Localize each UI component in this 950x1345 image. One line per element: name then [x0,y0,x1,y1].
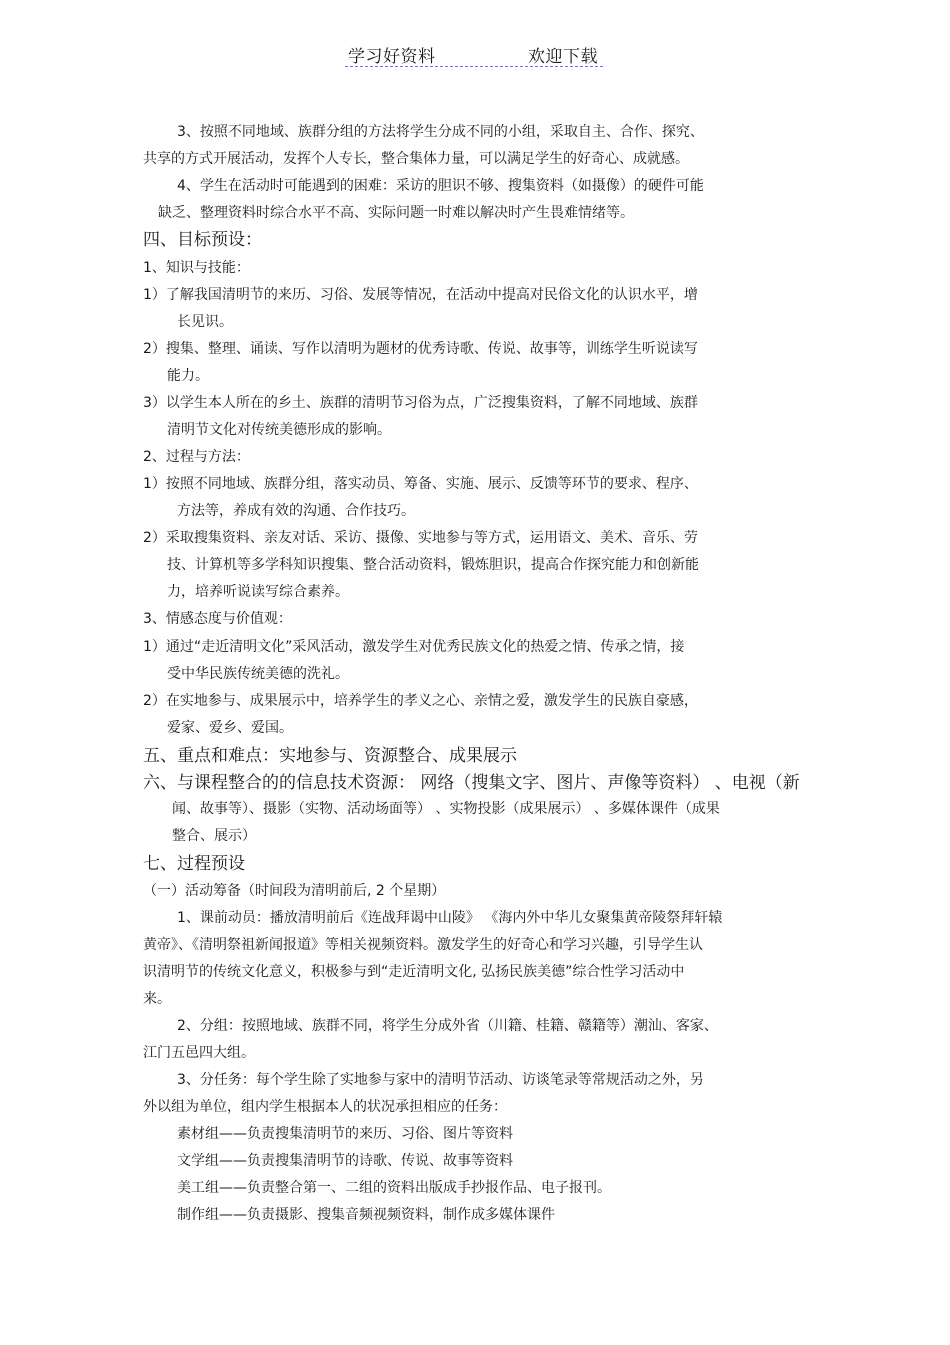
list-item-continuation: 长见识。 [177,314,233,330]
list-item-continuation: 技、计算机等多学科知识搜集、整合活动资料，锻炼胆识，提高合作探究能力和创新能 [167,557,699,573]
list-item: 3）以学生本人所在的乡土、族群的清明节习俗为点，广泛搜集资料，了解不同地域、族群 [143,395,698,411]
list-item-continuation: 清明节文化对传统美德形成的影响。 [167,422,391,438]
list-item: 2）在实地参与、成果展示中，培养学生的孝义之心、亲情之爱，激发学生的民族自豪感， [143,693,698,709]
paragraph-line: 1、课前动员：播放清明前后《连战拜谒中山陵》 《海内外中华儿女聚集黄帝陵祭拜轩辕 [177,910,723,926]
section-heading: 七、过程预设 [143,854,245,874]
paragraph-line: 来。 [143,991,171,1007]
list-item-continuation: 爱家、爱乡、爱国。 [167,720,293,736]
list-item-continuation: 能力。 [167,368,209,384]
paragraph-line: 整合、展示） [172,828,256,844]
subsection-heading: 1、知识与技能： [143,260,250,276]
list-item: 1）按照不同地域、族群分组，落实动员、筹备、实施、展示、反馈等环节的要求、程序、 [143,476,698,492]
paragraph-line: 闻、故事等）、摄影（实物、活动场面等） 、实物投影（成果展示） 、多媒体课件（成果 [172,801,720,817]
paragraph-line: 缺乏、整理资料时综合水平不高、实际问题一时难以解决时产生畏难情绪等。 [158,205,634,221]
paragraph-line: 外以组为单位，组内学生根据本人的状况承担相应的任务： [143,1099,507,1115]
header-left-text: 学习好资料 [348,47,436,67]
list-item: 2）采取搜集资料、亲友对话、采访、摄像、实地参与等方式，运用语文、美术、音乐、劳 [143,530,698,546]
paragraph-line: 3、分任务：每个学生除了实地参与家中的清明节活动、访谈笔录等常规活动之外，另 [177,1072,704,1088]
paragraph-line: 4、学生在活动时可能遇到的困难：采访的胆识不够、搜集资料（如摄像）的硬件可能 [177,178,704,194]
paragraph-line: 3、按照不同地域、族群分组的方法将学生分成不同的小组，采取自主、合作、探究、 [177,124,704,140]
paragraph-line: 黄帝》、《清明祭祖新闻报道》等相关视频资料。激发学生的好奇心和学习兴趣，引导学生认 [143,937,703,953]
paragraph-line: 江门五邑四大组。 [143,1045,255,1061]
task-item: 美工组——负责整合第一、二组的资料出版成手抄报作品、电子报刊。 [177,1180,611,1196]
paragraph-line: 2、分组：按照地域、族群不同，将学生分成外省（川籍、桂籍、赣籍等）潮汕、客家、 [177,1018,718,1034]
list-item-continuation: 受中华民族传统美德的洗礼。 [167,666,349,682]
list-item: 1）了解我国清明节的来历、习俗、发展等情况，在活动中提高对民俗文化的认识水平，增 [143,287,698,303]
section-heading: 五、重点和难点：实地参与、资源整合、成果展示 [143,746,517,766]
section-heading: 六、与课程整合的的信息技术资源： 网络（搜集文字、图片、声像等资料） 、电视（新 [143,773,800,793]
list-item: 2）搜集、整理、诵读、写作以清明为题材的优秀诗歌、传说、故事等，训练学生听说读写 [143,341,698,357]
task-item: 文学组——负责搜集清明节的诗歌、传说、故事等资料 [177,1153,513,1169]
paragraph-line: 共享的方式开展活动，发挥个人专长，整合集体力量，可以满足学生的好奇心、成就感。 [143,151,689,167]
subsection-heading: （一）活动筹备（时间段为清明前后, 2 个星期） [143,883,446,899]
list-item: 1）通过“走近清明文化”采风活动，激发学生对优秀民族文化的热爱之情、传承之情，接 [143,639,685,655]
task-item: 素材组——负责搜集清明节的来历、习俗、图片等资料 [177,1126,513,1142]
task-item: 制作组——负责摄影、搜集音频视频资料，制作成多媒体课件 [177,1207,555,1223]
list-item-continuation: 方法等，养成有效的沟通、合作技巧。 [177,503,415,519]
paragraph-line: 识清明节的传统文化意义，积极参与到“走近清明文化, 弘扬民族美德”综合性学习活动中 [143,964,685,980]
section-heading: 四、目标预设： [143,230,262,250]
subsection-heading: 2、过程与方法： [143,449,250,465]
header-right-text: 欢迎下载 [528,47,598,67]
page-header [345,40,603,67]
list-item-continuation: 力，培养听说读写综合素养。 [167,584,349,600]
subsection-heading: 3、情感态度与价值观： [143,611,292,627]
